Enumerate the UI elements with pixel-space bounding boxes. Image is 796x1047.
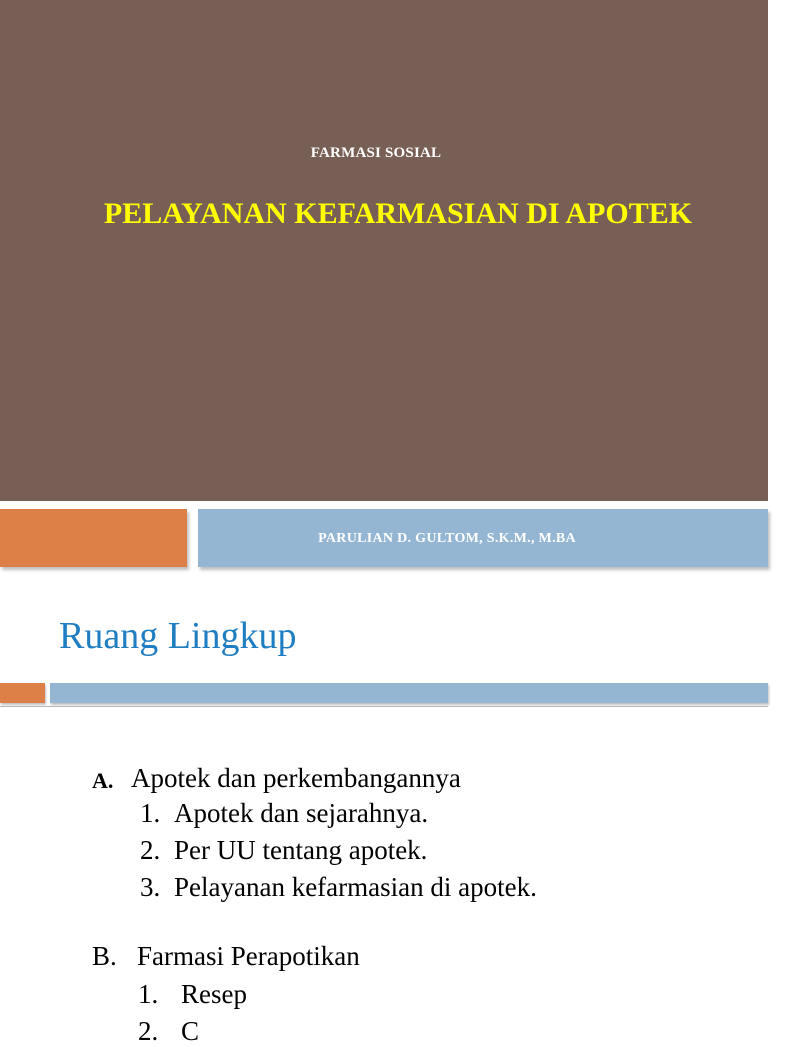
presentation-title: PELAYANAN KEFARMASIAN DI APOTEK (103, 197, 693, 230)
list-item-text: Per UU tentang apotek. (174, 835, 428, 865)
section-a-letter: A. (92, 768, 114, 793)
author-name: PARULIAN D. GULTOM, S.K.M., M.BA (318, 531, 576, 546)
list-item-text: Resep (181, 979, 247, 1009)
list-item-number: 1. (138, 979, 159, 1009)
list-item-number: 2. (140, 835, 161, 865)
content-slide (0, 582, 768, 1046)
list-item-number: 3. (140, 872, 161, 902)
list-item-number: 1. (140, 798, 161, 828)
slide-title: Ruang Lingkup (59, 615, 297, 657)
course-subject: FARMASI SOSIAL (310, 145, 442, 161)
title-slide-background (0, 0, 768, 501)
orange-accent-bar (0, 509, 187, 567)
slide-body (0, 582, 768, 1046)
list-item-text: C (181, 1016, 200, 1046)
section-b-title: Farmasi Perapotikan (137, 941, 360, 971)
section-b-letter: B. (92, 941, 117, 971)
section-a-title: Apotek dan perkembangannya (131, 763, 461, 793)
list-item-text: Pelayanan kefarmasian di apotek. (174, 872, 537, 902)
list-item-text: Apotek dan sejarahnya. (174, 798, 429, 828)
list-item-number: 2. (138, 1016, 159, 1046)
